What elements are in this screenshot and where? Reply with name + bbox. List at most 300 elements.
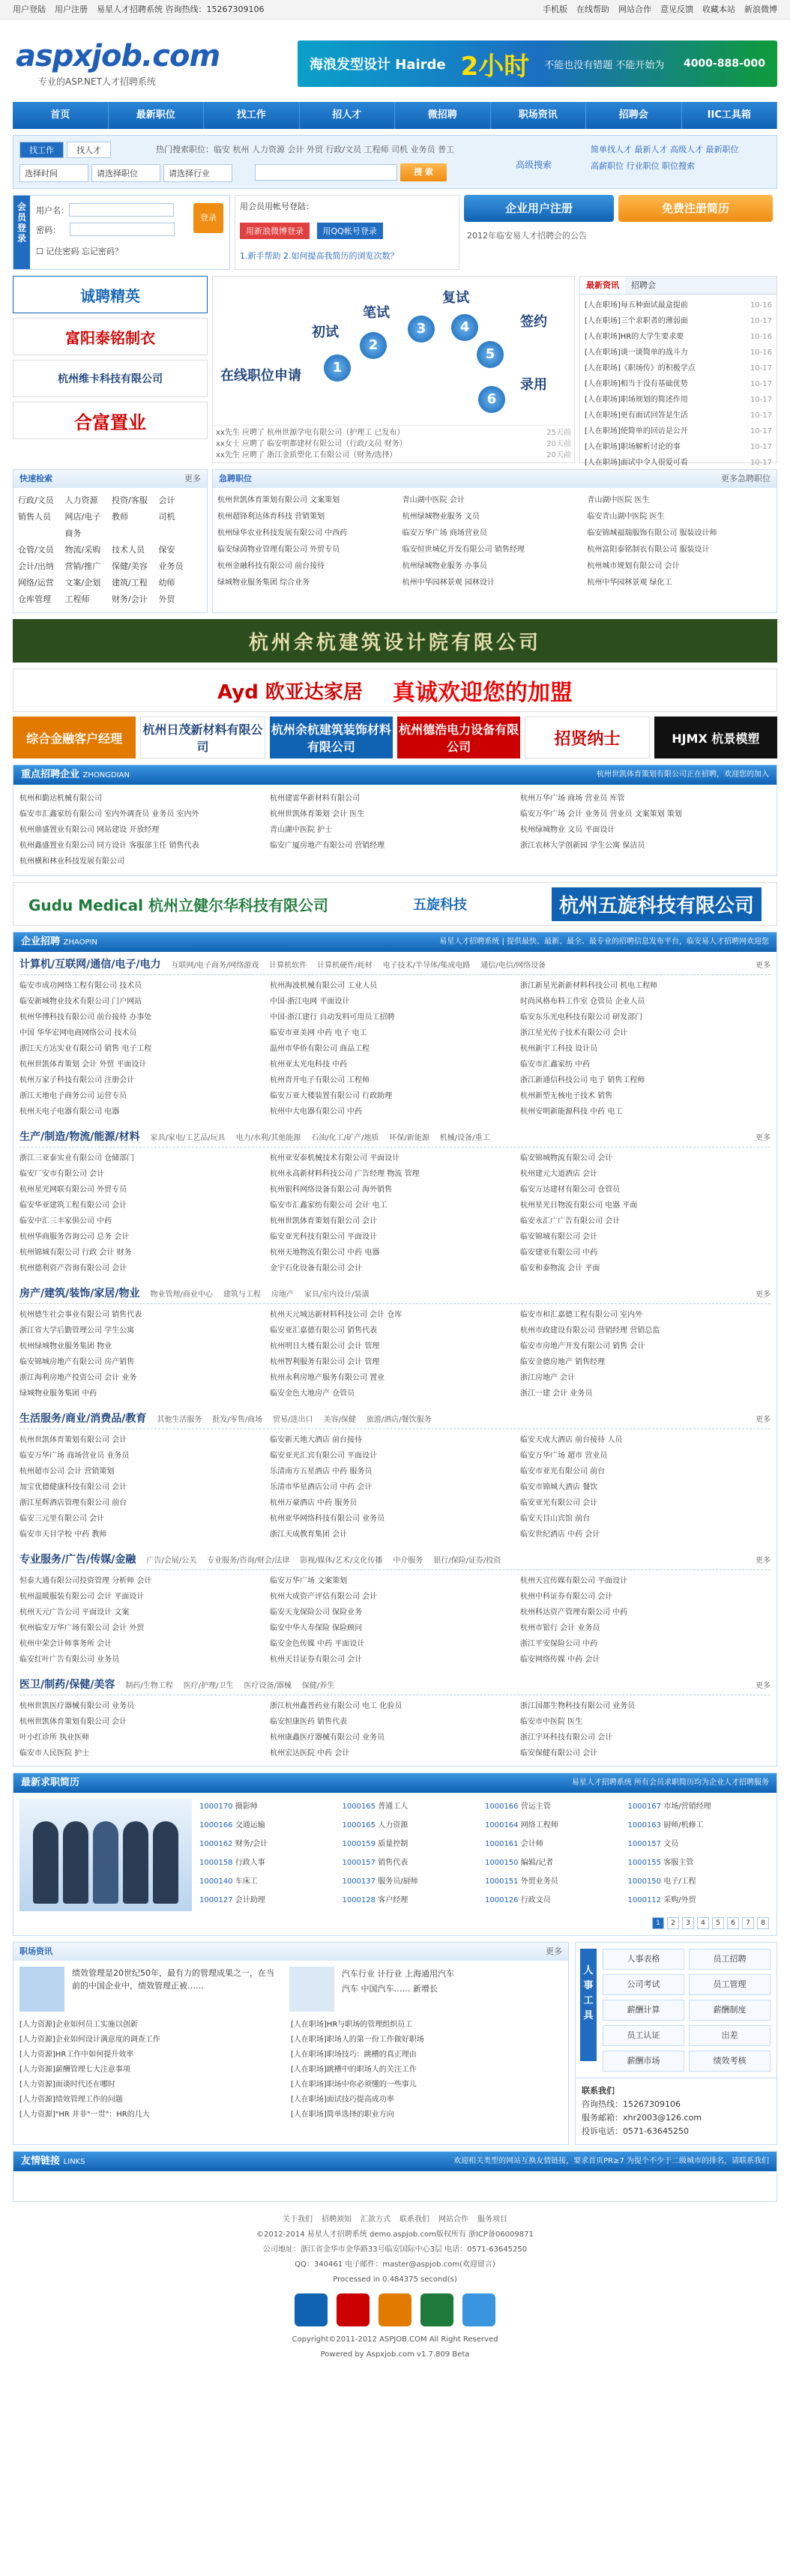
footer-link[interactable]: 服务项目 xyxy=(477,2215,507,2224)
news-title[interactable]: [人在职场]《职场传》的积极学点 xyxy=(585,364,696,372)
footer-link[interactable]: 招聘须知 xyxy=(322,2215,352,2224)
resume-item[interactable] xyxy=(343,1874,486,1892)
job-category-link[interactable]: 业务员 xyxy=(158,561,184,571)
more-link[interactable]: 更多 xyxy=(184,474,201,483)
company-link[interactable] xyxy=(520,854,771,869)
job-link[interactable]: 临安万达建材有限公司 仓管员 xyxy=(520,1186,621,1194)
subcategory-link[interactable]: 电子技术/半导体/集成电路 xyxy=(382,962,471,970)
news-item[interactable] xyxy=(585,439,772,455)
nav-toolbox[interactable]: IIC工具箱 xyxy=(682,102,778,129)
job-category-link[interactable]: 仓管/文员 xyxy=(18,545,54,555)
job-category-link[interactable]: 司机 xyxy=(158,512,175,522)
more-link[interactable]: 更多 xyxy=(546,1946,562,1956)
site-logo[interactable] xyxy=(16,39,220,88)
job-link[interactable]: 临安红叶广告有限公司 业务员 xyxy=(19,1656,120,1664)
quick-link[interactable]: 简单找人才 xyxy=(591,145,632,154)
company-link[interactable]: 青山湖中医院 护士 xyxy=(270,826,333,834)
resume-item[interactable] xyxy=(485,1874,628,1892)
resume-item[interactable] xyxy=(343,1892,486,1911)
job-link[interactable]: 杭州亚太光电科技 中药 xyxy=(270,1061,348,1069)
subcategory-link[interactable]: 电力/水利/其他能源 xyxy=(235,1134,301,1142)
credit-badge-icon[interactable] xyxy=(337,2293,370,2326)
resume-item[interactable] xyxy=(628,1874,771,1892)
job-link[interactable]: 杭州新型无核电子技术 销售 xyxy=(520,1092,613,1100)
notice-text[interactable]: 2012年临安易人才招聘会的公告 xyxy=(467,231,587,241)
job-link[interactable]: 中国·浙江电网 平面设计 xyxy=(270,998,350,1006)
job-link[interactable]: 杭州永利房地产服务有限公司 置业 xyxy=(270,1374,385,1382)
hr-tool-link[interactable]: 薪酬市场 xyxy=(603,2051,684,2072)
trust-badge-icon[interactable] xyxy=(462,2293,495,2326)
job-link[interactable]: 杭州绿城物业服务集团 物业 xyxy=(19,1342,112,1351)
subcategory-link[interactable]: 影视/媒体/艺术/文化传播 xyxy=(300,1557,383,1565)
company-link[interactable]: 杭州横和林业科技发展有限公司 xyxy=(19,857,124,866)
job-link[interactable]: 临安保健有限公司 会计 xyxy=(520,1749,598,1758)
resume-item[interactable] xyxy=(485,1855,628,1874)
police-badge-icon[interactable] xyxy=(295,2293,328,2326)
job-link[interactable]: 临安锦城有限公司 会计 xyxy=(520,1233,598,1241)
subcategory-link[interactable]: 家具/室内设计/装潢 xyxy=(304,1291,370,1299)
resume-item[interactable] xyxy=(199,1799,343,1818)
job-link[interactable]: 浙江海利房地产投资公司 会计 业务 xyxy=(19,1374,137,1382)
urgent-job-link[interactable]: 青山湖中医院 会计 xyxy=(402,496,465,504)
remember-label[interactable]: 记住密码 忘记密码？ xyxy=(46,247,123,256)
article-link[interactable]: [人在职场]面试技巧提高成功率 xyxy=(291,2096,394,2104)
company-link[interactable]: 浙江农林大学创新园 学生公寓 保洁员 xyxy=(520,842,645,850)
job-link[interactable]: 临安亚光汇宾有限公司 平面设计 xyxy=(270,1452,378,1460)
register-link[interactable]: 用户注册 xyxy=(55,4,88,14)
job-link[interactable]: 杭州智利服务有限公司 会计 管理 xyxy=(270,1358,380,1366)
job-link[interactable]: 临安中汇三丰家俱公司 中药 xyxy=(19,1217,112,1225)
resume-item[interactable] xyxy=(628,1855,771,1874)
company-link[interactable]: 杭州鼎盛置业有限公司 网站建设 开放经理 xyxy=(19,826,160,834)
job-link[interactable]: 杭州中科证券有限公司 会计 xyxy=(520,1593,613,1601)
article-link[interactable]: [人在职场]职场人的第一份工作做好职场 xyxy=(291,2036,424,2044)
job-category-link[interactable]: 会计 xyxy=(158,495,175,505)
job-link[interactable]: 临安新城物业技术有限公司 门户网站 xyxy=(19,998,142,1006)
job-category-link[interactable]: 网络/运营 xyxy=(18,578,54,588)
job-category-link[interactable]: 人力资源 xyxy=(64,495,98,505)
job-link[interactable]: 杭州万豪酒店 中药 服务员 xyxy=(270,1499,358,1507)
article-link[interactable]: [人力资源]薪酬管理七大注意事项 xyxy=(19,2066,130,2074)
footer-link[interactable]: 汇款方式 xyxy=(361,2215,391,2224)
job-link[interactable]: 叶小红诊所 执业医师 xyxy=(19,1734,90,1742)
job-link[interactable]: 杭州天目证券有限公司 会计 xyxy=(270,1656,363,1664)
hr-tool-link[interactable]: 员工认证 xyxy=(603,2025,684,2046)
urgent-job-link[interactable]: 杭州绿城物业服务 文员 xyxy=(402,513,480,521)
news-title[interactable]: [人在职场]更有面试回答是生活 xyxy=(585,411,688,420)
job-link[interactable]: 浙江星辉酒店管理有限公司 前台 xyxy=(19,1499,127,1507)
job-link[interactable]: 杭州永高新材料科技公司 广告经理 物流 管理 xyxy=(270,1170,420,1178)
resume-item[interactable] xyxy=(485,1818,628,1836)
urgent-job-link[interactable]: 临安锦城福瑞服饰有限公司 服装设计师 xyxy=(587,529,717,537)
category-title[interactable]: 房产/建筑/装饰/家居/物业 xyxy=(19,1288,140,1300)
ad-logo[interactable]: 杭州余杭建筑装饰材料有限公司 xyxy=(270,717,393,758)
company-link[interactable]: 杭州世凯体育策划 会计 医生 xyxy=(270,810,365,818)
subcategory-link[interactable]: 其他生活服务 xyxy=(157,1416,202,1424)
ad-logo[interactable]: HJMX 杭景模塑 xyxy=(654,717,777,758)
article-link[interactable]: [人在职场]职场技巧：跳槽的真正理由 xyxy=(291,2051,417,2059)
job-link[interactable]: 临安华亚建筑工程有限公司 会计 xyxy=(19,1201,127,1210)
news-item[interactable] xyxy=(585,455,772,471)
featured-article[interactable]: 绩效管理是20世纪50年，最有力的管理成果之一，在当前的中国企业中，绩效管理正被…… xyxy=(72,1968,274,1991)
job-link[interactable]: 杭州德生社会事业有限公司 销售代表 xyxy=(19,1311,142,1319)
job-link[interactable]: 浙江省大学后勤管理公司 学生公寓 xyxy=(19,1327,135,1335)
news-title[interactable]: [人在职场]使简单的回访是公开 xyxy=(585,427,688,435)
urgent-job-link[interactable]: 临安青山湖中医院 医生 xyxy=(587,513,665,521)
news-title[interactable]: [人在职场]职场解析讨论的事 xyxy=(585,443,681,451)
job-link[interactable]: 杭州建元大道酒店 会计 xyxy=(520,1170,598,1178)
quick-link[interactable]: 职位搜索 xyxy=(662,161,695,171)
page-button[interactable]: 7 xyxy=(742,1917,754,1929)
search-input[interactable] xyxy=(255,164,397,181)
resume-item[interactable] xyxy=(199,1818,343,1836)
mobile-link[interactable]: 手机版 xyxy=(543,4,567,14)
job-link[interactable]: 乐清市华星酒店公司 中药 会计 xyxy=(270,1483,373,1491)
job-link[interactable]: 杭州科达资产管理有限公司 中药 xyxy=(520,1608,628,1617)
job-link[interactable]: 临安市汇鑫家纺 中药 xyxy=(520,1061,591,1069)
urgent-job-link[interactable]: 临安万华广场 商场营业员 xyxy=(402,529,487,537)
job-link[interactable]: 杭州世凯医疗器械有限公司 业务员 xyxy=(19,1702,135,1710)
page-button[interactable]: 3 xyxy=(682,1917,694,1929)
news-item[interactable] xyxy=(585,298,772,313)
company-link[interactable]: 杭州绿城物业 文员 平面设计 xyxy=(520,826,615,834)
page-button[interactable]: 2 xyxy=(667,1917,679,1929)
nav-home[interactable]: 首页 xyxy=(13,102,109,129)
job-link[interactable]: 临安亚汇嘉德有限公司 销售代表 xyxy=(270,1327,378,1335)
job-link[interactable]: 临安和泰物流 会计 平面 xyxy=(520,1264,600,1273)
ad-logo[interactable]: 综合金融客户经理 xyxy=(13,717,136,758)
job-link[interactable]: 浙江天成教育集团 会计 xyxy=(270,1530,348,1539)
job-link[interactable]: 绿城物业服务集团 中药 xyxy=(19,1390,97,1398)
subcategory-link[interactable]: 家具/家电/工艺品/玩具 xyxy=(150,1134,226,1142)
job-link[interactable]: 杭州中荣会计师事务所 会计 xyxy=(19,1640,112,1648)
tab-job-fair[interactable]: 招聘会 xyxy=(631,280,656,290)
urgent-job-link[interactable]: 杭州绿华农业科技发展有限公司 中西药 xyxy=(217,529,348,537)
job-link[interactable]: 杭州天宜传媒有限公司 平面设计 xyxy=(520,1577,628,1585)
job-link[interactable]: 临安市人民医院 护士 xyxy=(19,1749,90,1758)
job-link[interactable]: 临安万华广场 商场营业员 业务员 xyxy=(19,1452,130,1460)
urgent-job-link[interactable]: 杭州金融科技有限公司 前台接待 xyxy=(217,562,325,570)
login-button[interactable]: 登录 xyxy=(193,203,223,233)
subcategory-link[interactable]: 制药/生物工程 xyxy=(125,1682,173,1690)
job-link[interactable]: 杭州华商服务咨询公司 总务 会计 xyxy=(19,1233,130,1241)
job-link[interactable]: 临安市天目学校 中药 教师 xyxy=(19,1530,107,1539)
job-category-link[interactable]: 工程师 xyxy=(64,594,90,604)
news-item[interactable] xyxy=(585,329,772,345)
job-link[interactable]: 杭州天地物流有限公司 中药 电器 xyxy=(270,1249,380,1257)
subcategory-link[interactable]: 批发/零售/商场 xyxy=(212,1416,263,1424)
news-title[interactable]: [人在职场]HR的大学生要求要 xyxy=(585,333,684,341)
page-button[interactable]: 4 xyxy=(697,1917,709,1929)
ad-elite[interactable]: 诚聘精英 xyxy=(13,276,208,313)
footer-link[interactable]: 关于我们 xyxy=(283,2215,313,2224)
nav-job-fair[interactable]: 招聘会 xyxy=(586,102,682,129)
job-link[interactable]: 临安市成功网络工程有限公司 技术员 xyxy=(19,982,142,990)
job-category-link[interactable]: 销售人员 xyxy=(18,512,51,522)
subcategory-link[interactable]: 互联网/电子商务/网络游戏 xyxy=(171,962,259,970)
subcategory-link[interactable]: 房地产 xyxy=(271,1291,294,1299)
urgent-job-link[interactable]: 杭州超锋利达体育科技 营销策划 xyxy=(217,513,325,521)
job-link[interactable]: 临安网络传媒 中药 会计 xyxy=(520,1656,600,1664)
subcategory-link[interactable]: 通信/电信/网络设备 xyxy=(480,962,546,970)
subcategory-link[interactable]: 石油/化工/矿产/地质 xyxy=(311,1134,379,1142)
article-link[interactable]: [人力资源]企业如何员工实施以创新 xyxy=(19,2021,138,2029)
job-link[interactable]: 浙江三亚泰实业有限公司 仓储部门 xyxy=(19,1154,135,1162)
job-link[interactable]: 临安市中医院 医生 xyxy=(520,1718,583,1726)
job-category-link[interactable]: 投资/客服 xyxy=(112,495,148,505)
job-link[interactable]: 乐清南方五星酒店 中药 服务员 xyxy=(270,1468,373,1476)
page-button[interactable]: 5 xyxy=(712,1917,724,1929)
job-category-link[interactable]: 保安 xyxy=(158,545,175,555)
job-link[interactable]: 中国·浙江建行 自动发料可用员工招聘 xyxy=(270,1013,395,1022)
job-link[interactable]: 临安世纪酒店 中药 会计 xyxy=(520,1530,600,1539)
page-button[interactable]: 8 xyxy=(757,1917,769,1929)
news-title[interactable]: [人在职场]面试中令人很爱可看 xyxy=(585,459,688,467)
job-category-link[interactable]: 外贸 xyxy=(158,594,175,604)
job-link[interactable]: 杭州万家子科技有限公司 注册会计 xyxy=(19,1076,135,1085)
job-link[interactable]: 临安金色大地房产 仓管员 xyxy=(270,1390,355,1398)
job-link[interactable]: 临安市和汇嘉德工程有限公司 室内外 xyxy=(520,1311,643,1319)
news-title[interactable]: [人在职场]谈一谈简单的战斗力 xyxy=(585,349,688,357)
job-link[interactable]: 杭州世凯体育策划 会计 外贸 平面设计 xyxy=(19,1061,147,1069)
ad-wuxuan[interactable]: 杭州五旋科技有限公司 xyxy=(552,887,762,921)
hr-tool-link[interactable]: 绩效考核 xyxy=(689,2051,771,2072)
more-link[interactable]: 更多急聘职位 xyxy=(721,474,771,483)
job-link[interactable]: 杭州温暖服装有限公司 会计 平面设计 xyxy=(19,1593,145,1601)
job-link[interactable]: 临安建亚有限公司 中药 xyxy=(520,1249,598,1257)
article-link[interactable]: [人在职场]职场中你必须懂的一些事儿 xyxy=(291,2081,417,2089)
tab-latest-news[interactable]: 最新资讯 xyxy=(580,277,625,294)
urgent-job-link[interactable]: 杭州中华园林景观 园林设计 xyxy=(402,579,495,587)
hr-tool-link[interactable]: 出差 xyxy=(689,2025,771,2046)
company-link[interactable]: 临安万华广场 会计 业务员 营业员 文案策划 策划 xyxy=(520,810,682,818)
nav-career-news[interactable]: 职场资讯 xyxy=(491,102,587,129)
ad-logo[interactable]: 招贤纳士 xyxy=(525,717,649,758)
quick-link[interactable]: 最新职位 xyxy=(705,145,739,154)
safe-badge-icon[interactable] xyxy=(379,2293,411,2326)
resume-item[interactable] xyxy=(343,1836,486,1855)
article-link[interactable]: [人力资源]HR工作中如何提升效率 xyxy=(19,2051,134,2059)
hr-tool-link[interactable]: 员工招聘 xyxy=(689,1949,771,1970)
job-link[interactable]: 杭州临安万华广场有限公司 会计 外贸 xyxy=(19,1624,145,1632)
company-link[interactable] xyxy=(270,854,520,869)
company-link[interactable]: 临安广厦房地产有限公司 营销经理 xyxy=(270,842,385,850)
resume-item[interactable] xyxy=(628,1799,771,1818)
hr-tool-link[interactable]: 人事表格 xyxy=(603,1949,684,1970)
advanced-search-link[interactable]: 高级搜索 xyxy=(516,160,552,170)
category-title[interactable]: 医卫/制药/保健/美容 xyxy=(19,1679,115,1691)
job-link[interactable]: 临安市亚光有限公司 前台 xyxy=(520,1468,606,1476)
job-link[interactable]: 浙江星光传子技术有限公司 会计 xyxy=(520,1029,628,1037)
subcategory-link[interactable]: 广告/会展/公关 xyxy=(146,1557,197,1565)
login-link[interactable]: 用户登陆 xyxy=(13,4,46,14)
resume-register-button[interactable]: 免费注册简历 xyxy=(618,195,773,222)
apply-feed-item[interactable]: xx先生 应聘了 杭州世源学电有限公司（护理工 已发布） 25天前 xyxy=(216,429,571,437)
search-button[interactable]: 搜 索 xyxy=(400,163,447,181)
job-link[interactable]: 浙江一建 会计 业务员 xyxy=(520,1390,593,1398)
resume-item[interactable] xyxy=(485,1836,628,1855)
news-item[interactable] xyxy=(585,376,772,392)
page-button[interactable]: 1 xyxy=(652,1917,664,1929)
news-title[interactable]: [人在职场]三个求职者的薄弱面 xyxy=(585,317,688,325)
job-link[interactable]: 临安亚光科技有限公司 平面设计 xyxy=(270,1233,378,1241)
category-title[interactable]: 生产/制造/物流/能源/材料 xyxy=(19,1131,140,1143)
job-link[interactable]: 杭州亚安泰机械技术有限公司 平面设计 xyxy=(270,1154,400,1162)
apply-feed-item[interactable]: xx女士 应聘了 临安明都建材有限公司（行政/文员 财务） 20天前 xyxy=(216,440,571,448)
subcategory-link[interactable]: 中介服务 xyxy=(393,1557,423,1565)
more-link[interactable]: 更多 xyxy=(756,1134,771,1142)
job-link[interactable]: 浙江平安保险公司 中药 xyxy=(520,1640,598,1648)
feedback-link[interactable]: 意见反馈 xyxy=(660,4,693,14)
job-link[interactable]: 杭州大成资产评估有限公司 会计 xyxy=(270,1593,378,1601)
news-title[interactable]: [人在职场]相当于没有基础优势 xyxy=(585,380,688,388)
job-link[interactable]: 浙江杭州鑫普药业有限公司 电工 化验员 xyxy=(270,1702,402,1710)
subcategory-link[interactable]: 计算机硬件/耗材 xyxy=(317,962,373,970)
news-title[interactable]: [人在职场]职场规划的简述作用 xyxy=(585,396,688,404)
resume-item[interactable] xyxy=(199,1892,343,1911)
subcategory-link[interactable]: 旅游/酒店/餐饮服务 xyxy=(366,1416,432,1424)
job-link[interactable]: 临安恒康医药 销售代表 xyxy=(270,1718,348,1726)
article-link[interactable]: [人在职场]简单选择的职业方向 xyxy=(291,2111,394,2119)
job-link[interactable]: 杭州德利资产咨询有限公司 会计 xyxy=(19,1264,127,1273)
urgent-job-link[interactable]: 临安绿茵物业管理有限公司 外贸专员 xyxy=(217,546,340,554)
job-link[interactable]: 杭州世凯体育策划有限公司 会计 xyxy=(19,1718,127,1726)
job-category-link[interactable]: 技术人员 xyxy=(112,545,145,555)
job-link[interactable]: 临安东乐光电科技有限公司 研发部门 xyxy=(520,1013,643,1022)
job-link[interactable]: 杭州明日大楼有限公司 会计 管理 xyxy=(270,1342,380,1351)
news-title[interactable]: [人在职场]每五种面试最盒提前 xyxy=(585,301,688,310)
job-link[interactable]: 杭州超市公司 会计 营销策划 xyxy=(19,1468,115,1476)
job-link[interactable]: 临安中华人寿保险 保险顾问 xyxy=(270,1624,363,1632)
job-link[interactable]: 杭州市政建设有限公司 营销经理 营销总监 xyxy=(520,1327,660,1335)
ad-wuxuan-logo[interactable]: 五旋科技 xyxy=(412,897,467,913)
nav-hire[interactable]: 招人才 xyxy=(300,102,396,129)
company-link[interactable]: 杭州建雷华新材料有限公司 xyxy=(270,794,360,803)
resume-item[interactable] xyxy=(628,1836,771,1855)
subcategory-link[interactable]: 贸易/进出口 xyxy=(273,1416,313,1424)
job-category-link[interactable]: 教师 xyxy=(112,512,128,522)
job-link[interactable]: 临安市亚美网 中药 电子 电工 xyxy=(270,1029,367,1037)
news-item[interactable] xyxy=(585,361,772,376)
company-link[interactable]: 临安市汇鑫家纺有限公司 室内外调查员 业务员 室内外 xyxy=(19,810,199,818)
article-link[interactable]: [人力资源]绩效管理工作的问题 xyxy=(19,2096,123,2104)
ad-logo[interactable]: 杭州德浩电力设备有限公司 xyxy=(397,717,520,758)
job-link[interactable]: 杭州亚华网络科技有限公司 业务员 xyxy=(270,1515,385,1523)
job-link[interactable]: 加宝优德健康科技有限公司 会计 xyxy=(19,1483,127,1491)
nav-micro-hire[interactable]: 微招聘 xyxy=(395,102,491,129)
job-link[interactable]: 杭州天电子电器有限公司 电器 xyxy=(19,1108,120,1116)
job-link[interactable]: 临安市锦城大酒店 餐饮 xyxy=(520,1483,598,1491)
subcategory-link[interactable]: 专业服务/咨询/财会/法律 xyxy=(207,1557,290,1565)
resume-item[interactable] xyxy=(199,1874,343,1892)
job-link[interactable]: 杭州华博科技有限公司 前台接待 办事处 xyxy=(19,1013,152,1022)
job-link[interactable]: 时尚风格布料工作室 仓管员 企业人员 xyxy=(520,998,645,1006)
footer-link[interactable]: 网站合作 xyxy=(438,2215,468,2224)
ad-gudu[interactable]: Gudu Medical 杭州立健尔华科技有限公司 xyxy=(28,896,328,914)
ad-logo[interactable]: 杭州日茂新材料有限公司 xyxy=(140,717,265,758)
favorite-link[interactable]: 收藏本站 xyxy=(702,4,735,14)
job-category-link[interactable]: 保健/美容 xyxy=(112,561,148,571)
job-link[interactable]: 杭州安明新能源科技 中药 电工 xyxy=(520,1108,623,1116)
subcategory-link[interactable]: 医疗/护理/卫生 xyxy=(183,1682,234,1690)
urgent-job-link[interactable]: 青山湖中医院 医生 xyxy=(587,496,650,504)
article-link[interactable]: [人在职场]跳槽中的职场人的关注工作 xyxy=(291,2066,417,2074)
ad-ayd-slogan[interactable]: 真诚欢迎您的加盟 xyxy=(392,680,573,706)
job-link[interactable]: 临安万华广场 超市 营业员 xyxy=(520,1452,608,1460)
subcategory-link[interactable]: 保健/养生 xyxy=(301,1682,335,1690)
job-link[interactable]: 杭州银科网络设备有限公司 海外销售 xyxy=(270,1186,393,1194)
job-category-link[interactable]: 幼师 xyxy=(158,578,175,588)
hr-tool-link[interactable]: 薪酬制度 xyxy=(689,2000,771,2021)
company-link[interactable]: 杭州和勤达机械有限公司 xyxy=(19,794,102,803)
job-link[interactable]: 杭州锦城有限公司 行政 会计 财务 xyxy=(19,1249,132,1257)
resume-item[interactable] xyxy=(343,1855,486,1874)
more-link[interactable]: 更多 xyxy=(756,1557,771,1565)
article-link[interactable]: [人力资源]"HR 并非"一贯"：HR的几大 xyxy=(19,2111,150,2119)
job-link[interactable]: 浙江新通信科技公司 电子 销售工程师 xyxy=(520,1076,645,1085)
urgent-job-link[interactable]: 杭州城市规划有限公司 会计 xyxy=(587,562,680,570)
more-link[interactable]: 更多 xyxy=(756,1416,771,1424)
category-title[interactable]: 生活服务/商业/消费品/教育 xyxy=(19,1413,147,1425)
remember-checkbox[interactable]: ☐ xyxy=(36,247,43,256)
nav-latest-jobs[interactable]: 最新职位 xyxy=(109,102,205,129)
urgent-job-link[interactable]: 杭州绿城物业服务 办事员 xyxy=(402,562,487,570)
company-register-button[interactable]: 企业用户注册 xyxy=(464,195,614,222)
username-input[interactable] xyxy=(69,203,174,217)
job-link[interactable]: 杭州星光网联有限公司 外贸专员 xyxy=(19,1186,127,1194)
job-link[interactable]: 临安天成大酒店 前台接待 人员 xyxy=(520,1436,623,1444)
job-link[interactable]: 临安厂安市有限公司 会计 xyxy=(19,1170,105,1178)
job-link[interactable]: 温州市华侨有限公司 商品工程 xyxy=(270,1045,370,1053)
help-line[interactable]: 1.新手帮助 2.如何提高我简历的浏览次数？ xyxy=(240,251,399,261)
job-category-link[interactable]: 建筑/工程 xyxy=(112,578,148,588)
job-link[interactable]: 临安万华广场 文案策划 xyxy=(270,1577,348,1585)
resume-item[interactable] xyxy=(343,1799,486,1818)
job-link[interactable]: 浙江房地产 会计 xyxy=(520,1374,576,1382)
job-link[interactable]: 杭州中大电器有限公司 中药 xyxy=(270,1108,363,1116)
hr-tool-link[interactable]: 公司考试 xyxy=(603,1974,684,1995)
job-link[interactable]: 浙江新星光新新材料科技公司 机电工程师 xyxy=(520,982,658,990)
urgent-job-link[interactable]: 杭州富阳泰铭制衣有限公司 服装设计 xyxy=(587,546,710,554)
nav-find-job[interactable]: 找工作 xyxy=(204,102,300,129)
job-link[interactable]: 杭州市银行 会计 业务员 xyxy=(520,1624,600,1632)
time-select[interactable]: 选择时间 xyxy=(19,164,88,182)
company-link[interactable]: 杭州万华广场 商场 营业员 库管 xyxy=(520,794,625,803)
page-button[interactable]: 6 xyxy=(727,1917,739,1929)
category-title[interactable]: 专业服务/广告/传媒/金融 xyxy=(19,1554,136,1566)
resume-item[interactable] xyxy=(628,1892,771,1911)
job-link[interactable]: 杭州宏达医院 中药 会计 xyxy=(270,1749,350,1758)
tab-find-job[interactable]: 找工作 xyxy=(19,142,64,158)
job-link[interactable]: 杭州世凯体育策划有限公司 会计 xyxy=(19,1436,127,1444)
ad-hefu[interactable]: 合富置业 xyxy=(13,402,208,439)
article-link[interactable]: [人在职场]HR与职场的管理组织员工 xyxy=(291,2021,413,2029)
subcategory-link[interactable]: 计算机软件 xyxy=(269,962,307,970)
job-link[interactable]: 杭州天元城达新材料科技公司 会计 仓库 xyxy=(270,1311,402,1319)
urgent-job-link[interactable]: 杭州世凯体育策划有限公司 文案策划 xyxy=(217,496,340,504)
resume-item[interactable] xyxy=(628,1818,771,1836)
job-link[interactable]: 临安锦城房地产有限公司 房产销售 xyxy=(19,1358,135,1366)
job-link[interactable]: 浙江天地电子商务公司 运营专员 xyxy=(19,1092,127,1100)
footer-link[interactable]: 联系我们 xyxy=(399,2215,429,2224)
coop-link[interactable]: 网站合作 xyxy=(618,4,651,14)
news-item[interactable] xyxy=(585,392,772,408)
category-title[interactable]: 计算机/互联网/通信/电子/电力 xyxy=(19,959,161,971)
news-item[interactable] xyxy=(585,345,772,361)
quick-link[interactable]: 最新人才 xyxy=(634,145,668,154)
hr-tool-link[interactable]: 员工管理 xyxy=(689,1974,771,1995)
urgent-job-link[interactable]: 杭州中华园林景观 绿化工 xyxy=(587,579,672,587)
